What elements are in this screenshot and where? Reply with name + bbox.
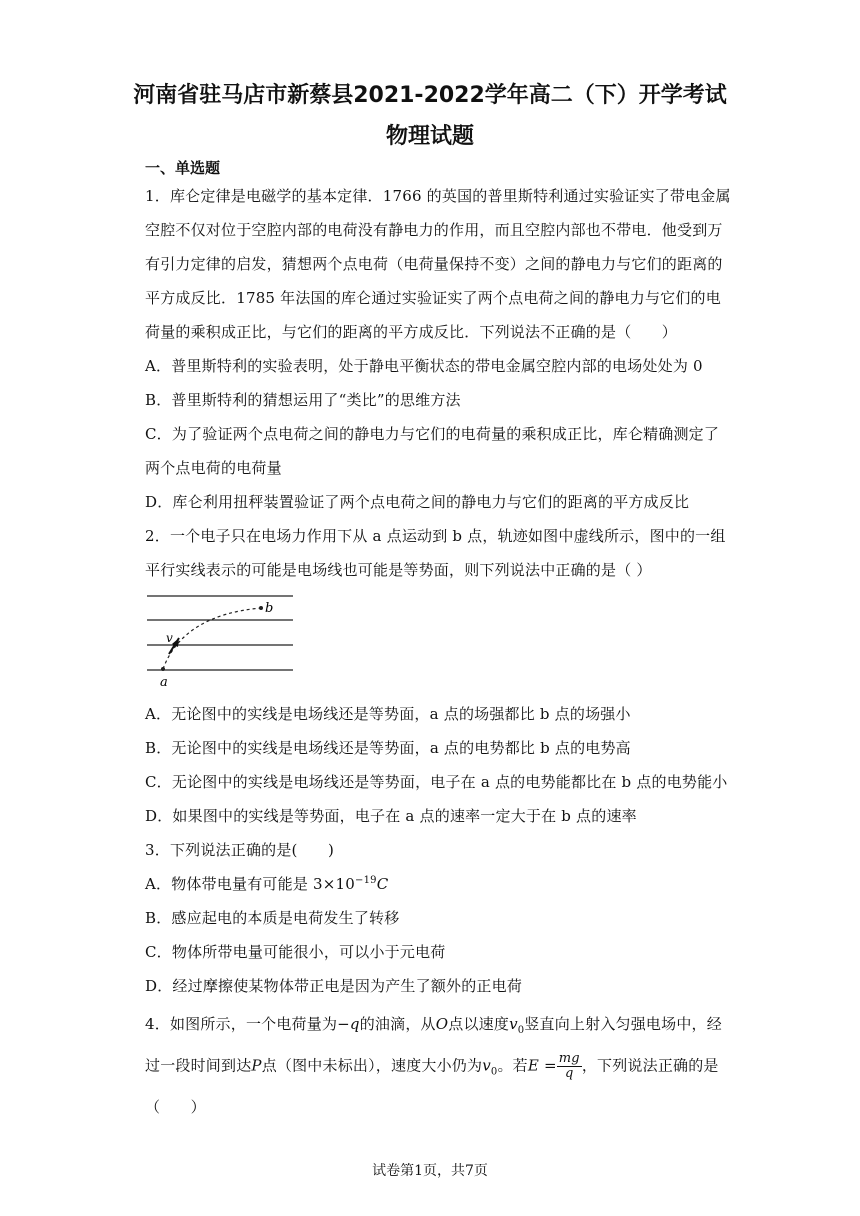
label-v: v [166, 631, 173, 645]
q3-option-c: C．物体所带电量可能很小，可以小于元电荷 [145, 943, 446, 961]
q3-option-a-text: A．物体带电量有可能是 [145, 875, 314, 893]
section-heading: 一、单选题 [145, 159, 221, 177]
q4-text: ，下列说法正确的是 [581, 1056, 719, 1075]
q2-stem-line: 2．一个电子只在电场力作用下从 a 点运动到 b 点，轨迹如图中虚线所示，图中的一组 [145, 527, 726, 545]
q4-point-p: P [251, 1056, 262, 1075]
q1-stem-line: 荷量的乘积成正比，与它们的距离的平方成反比．下列说法不正确的是（ ） [145, 323, 678, 341]
q4-text: 过一段时间到达 [145, 1056, 252, 1075]
q1-option-a: A．普里斯特利的实验表明，处于静电平衡状态的带电金属空腔内部的电场处处为 0 [145, 357, 703, 375]
point-b [259, 606, 263, 610]
exam-subtitle: 物理试题 [385, 124, 474, 149]
q2-option-c: C．无论图中的实线是电场线还是等势面，电子在 a 点的电势能都比在 b 点的电势能小 [145, 773, 728, 791]
q4-answer-bracket: （ ） [145, 1098, 206, 1116]
q1-option-b: B．普里斯特利的猜想运用了“类比”的思维方法 [145, 391, 461, 409]
q1-option-d: D．库仑利用扭秤装置验证了两个点电荷之间的静电力与它们的距离的平方成反比 [145, 493, 690, 511]
q3-option-a [145, 873, 388, 894]
q4-fraction-denominator: q [565, 1066, 574, 1081]
trajectory-figure [143, 590, 303, 690]
q4-text: 竖直向上射入匀强电场中，经 [524, 1015, 722, 1033]
q3-option-d: D．经过摩擦使某物体带正电是因为产生了额外的正电荷 [145, 977, 523, 995]
q1-stem-line: 空腔不仅对位于空腔内部的电荷没有静电力的作用，而且空腔内部也不带电．他受到万 [145, 221, 723, 239]
q4-text: 4．如图所示，一个电荷量为 [145, 1015, 338, 1033]
q3-stem: 3．下列说法正确的是( ) [145, 841, 335, 859]
q2-option-d: D．如果图中的实线是等势面，电子在 a 点的速率一定大于在 b 点的速率 [145, 807, 637, 825]
q2-option-b: B．无论图中的实线是电场线还是等势面，a 点的电势都比 b 点的电势高 [145, 739, 631, 757]
q4-point-o: O [435, 1015, 449, 1033]
q1-stem-line: 1．库仑定律是电磁学的基本定律．1766 的英国的普里斯特利通过实验证实了带电金属 [145, 187, 731, 205]
q4-text: 。若 [497, 1056, 528, 1075]
charge-value: 3×10 [313, 875, 356, 893]
q1-option-c-cont: 两个点电荷的电荷量 [145, 459, 282, 477]
q4-text: 点以速度 [448, 1015, 510, 1033]
q4-fraction-numerator: mg [558, 1051, 580, 1066]
q4-velocity: v [509, 1015, 518, 1033]
q4-stem-line [145, 1052, 719, 1081]
q4-stem-line [145, 1013, 722, 1036]
q4-charge: −q [337, 1015, 360, 1033]
q4-fraction [557, 1052, 582, 1081]
label-b: b [265, 601, 274, 616]
charge-unit: C [376, 875, 389, 893]
q2-option-a: A．无论图中的实线是电场线还是等势面，a 点的场强都比 b 点的场强小 [145, 705, 631, 723]
q1-stem-line: 平方成反比．1785 年法国的库仑通过实验证实了两个点电荷之间的静电力与它们的电 [145, 289, 721, 307]
point-a [161, 667, 165, 671]
q4-velocity: v [482, 1056, 491, 1075]
exam-title: 河南省驻马店市新蔡县2021-2022学年高二（下）开学考试 [133, 83, 727, 108]
q1-option-c: C．为了验证两个点电荷之间的静电力与它们的电荷量的乘积成正比，库仑精确测定了 [145, 425, 720, 443]
q4-velocity-sub: 0 [490, 1066, 498, 1078]
charge-exponent: −19 [355, 875, 377, 886]
label-a: a [160, 675, 168, 690]
q4-text: 点（图中未标出），速度大小仍为 [261, 1056, 483, 1075]
q3-option-b: B．感应起电的本质是电荷发生了转移 [145, 909, 400, 927]
q4-text: 的油滴，从 [359, 1015, 436, 1033]
page-footer: 试卷第1页，共7页 [372, 1163, 488, 1179]
q2-stem-line: 平行实线表示的可能是电场线也可能是等势面，则下列说法中正确的是（ ） [145, 561, 652, 579]
q4-velocity-sub: 0 [517, 1025, 525, 1036]
q1-stem-line: 有引力定律的启发，猜想两个点电荷（电荷量保持不变）之间的静电力与它们的距离的 [145, 255, 723, 273]
q4-field-symbol: E = [527, 1056, 557, 1075]
